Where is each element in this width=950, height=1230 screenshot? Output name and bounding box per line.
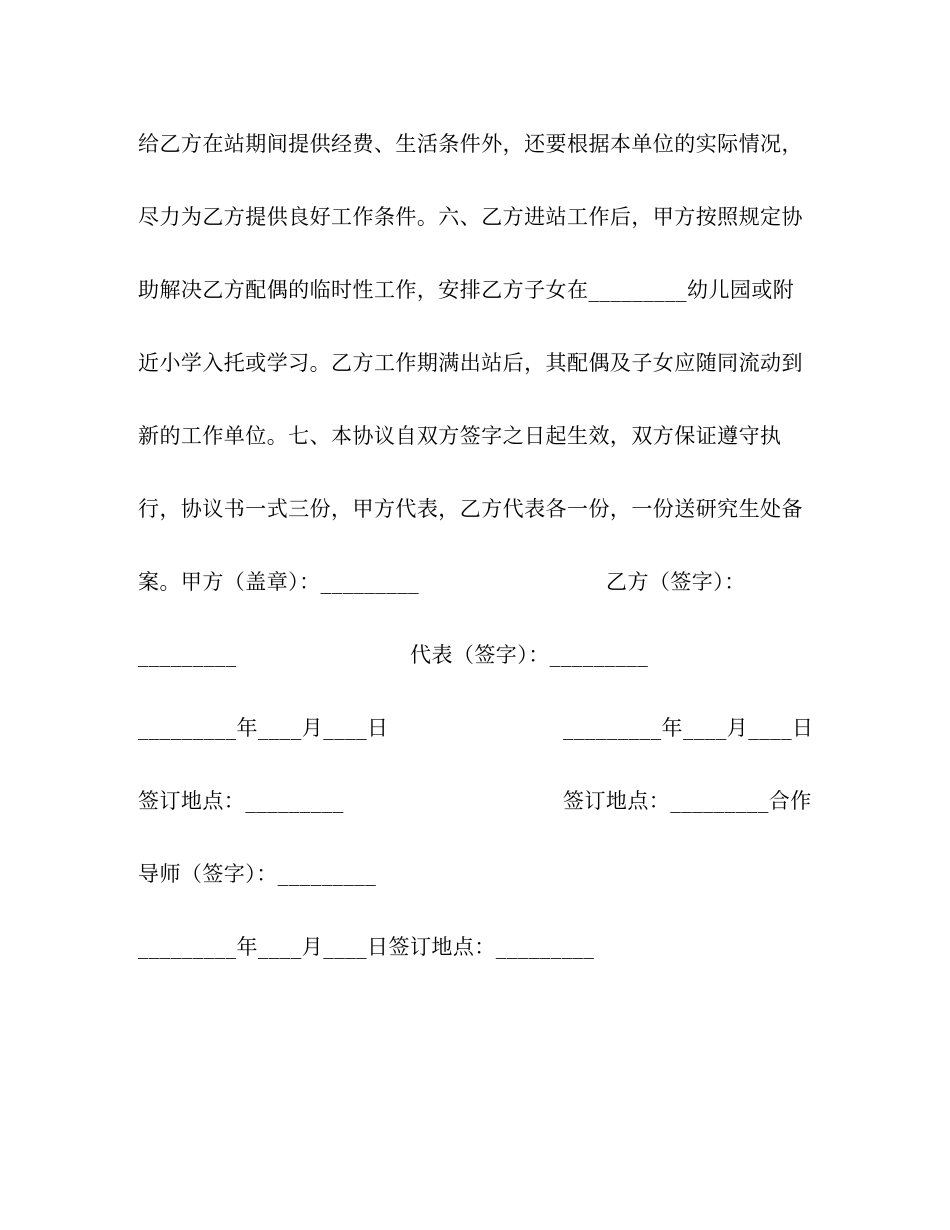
body-text-line-1: 给乙方在站期间提供经费、生活条件外，还要根据本单位的实际情况， xyxy=(138,132,803,156)
party-b-signature-blank: _________ xyxy=(138,643,237,667)
party-a-location-field: 签订地点：_________ xyxy=(138,789,344,813)
body-text-line-5: 新的工作单位。七、本协议自双方签字之日起生效，双方保证遵守执 xyxy=(138,424,782,448)
party-a-seal-field: 案。甲方（盖章）：_________ xyxy=(138,570,420,594)
party-b-date-field: _________年____月____日 xyxy=(563,716,814,740)
body-text-line-6: 行，协议书一式三份，甲方代表，乙方代表各一份，一份送研究生处备 xyxy=(138,497,803,521)
supervisor-signature-field: 导师（签字）：_________ xyxy=(138,862,377,886)
body-text-line-2: 尽力为乙方提供良好工作条件。六、乙方进站工作后，甲方按照规定协 xyxy=(138,205,803,229)
party-b-signature-label: 乙方（签字）： xyxy=(606,570,746,594)
party-a-date-field: _________年____月____日 xyxy=(138,716,389,740)
party-b-location-field: 签订地点：_________合作 xyxy=(563,789,812,813)
body-text-line-4: 近小学入托或学习。乙方工作期满出站后，其配偶及子女应随同流动到 xyxy=(138,351,803,375)
representative-signature-field: 代表（签字）：_________ xyxy=(410,643,649,667)
supervisor-date-location-field: _________年____月____日签订地点：_________ xyxy=(138,935,595,959)
body-text-line-3: 助解决乙方配偶的临时性工作，安排乙方子女在_________幼儿园或附 xyxy=(138,278,795,302)
